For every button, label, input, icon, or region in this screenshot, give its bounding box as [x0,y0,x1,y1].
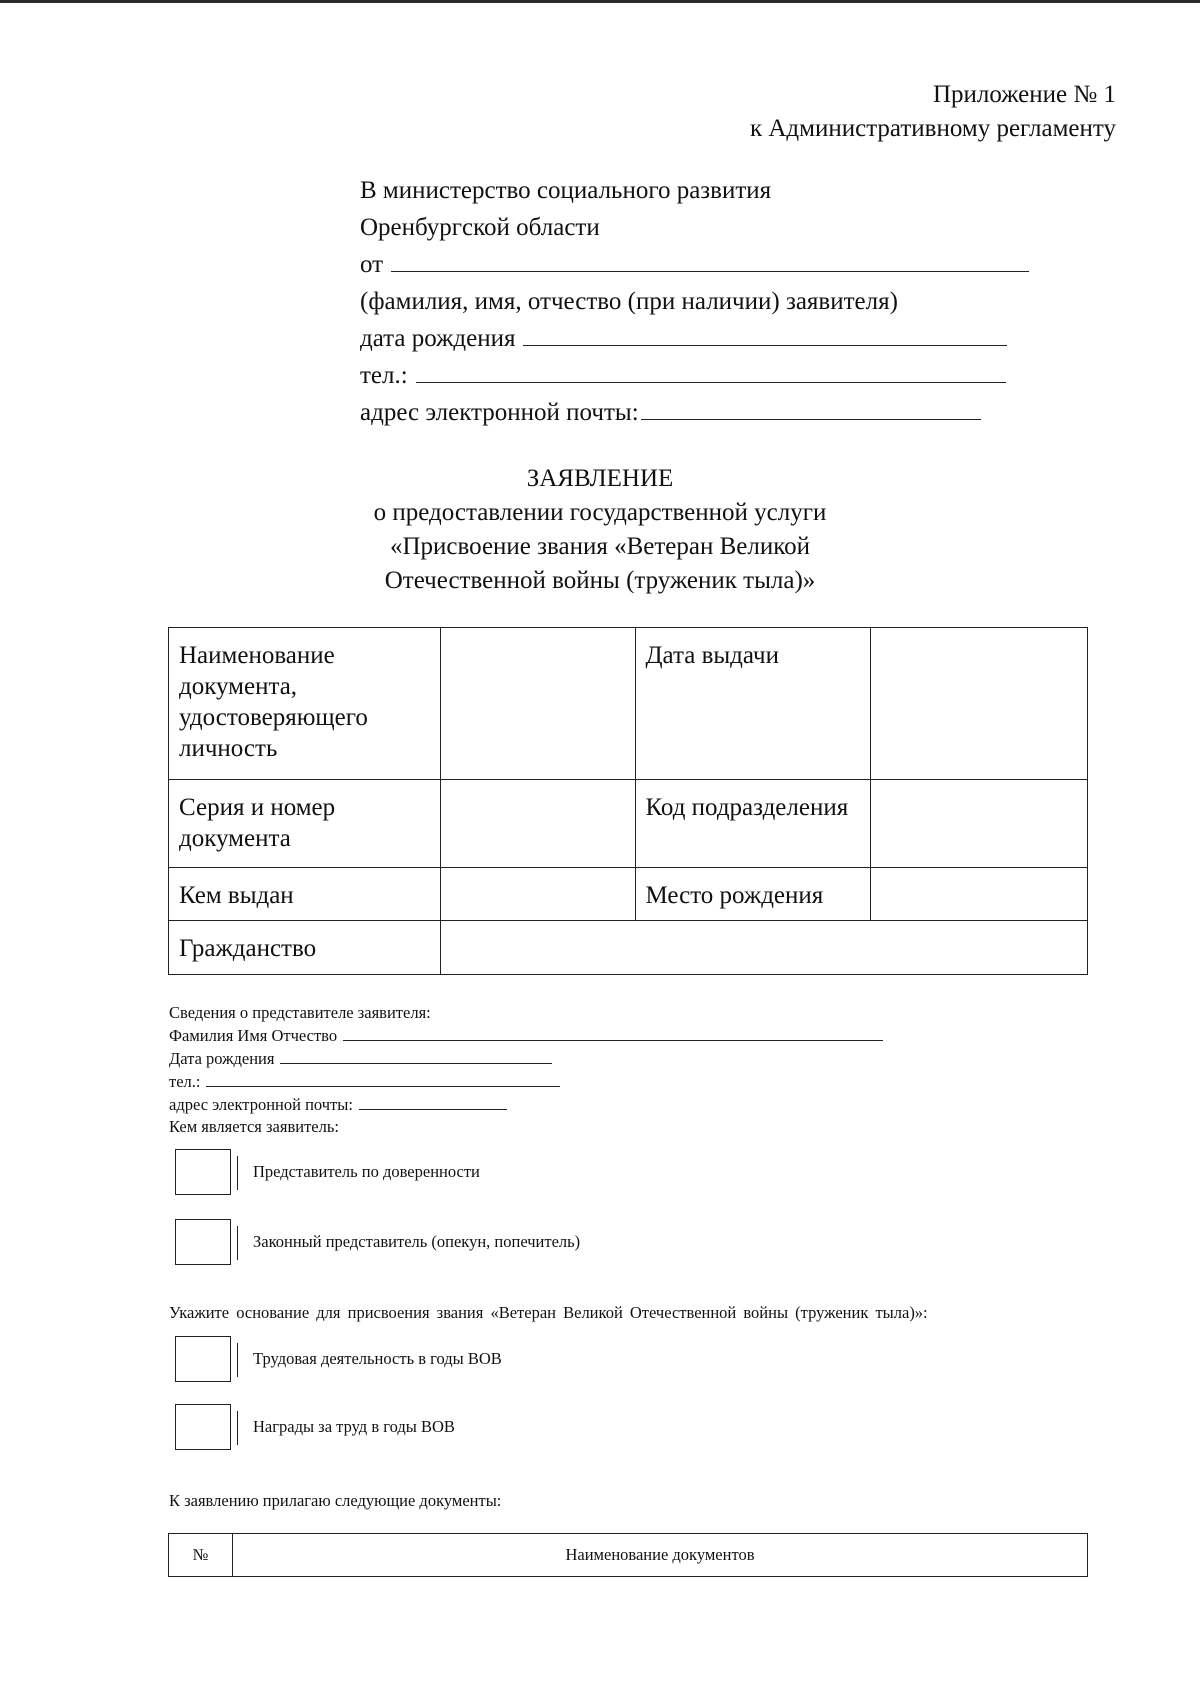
ministry-line-2: Оренбургской области [360,214,600,241]
from-field[interactable] [391,247,1029,272]
table-row [169,868,1088,921]
division-code-value[interactable] [871,780,1088,868]
rep-birth-label: Дата рождения [169,1049,275,1068]
scan-top-edge [0,0,1200,3]
fio-hint: (фамилия, имя, отчество (при наличии) заявителя) [360,288,898,315]
rep-birth-field[interactable] [280,1047,552,1064]
issued-by-label: Кем выдан [169,868,441,921]
doc-name-value[interactable] [440,628,635,780]
basis-instruction: Укажите основание для присвоения звания «Ветеран Великой Отечественной войны (труженик тыла)»: [169,1303,928,1322]
rep-fio-row [169,1024,1069,1047]
phone-field[interactable] [416,358,1006,383]
birth-row [360,320,1040,357]
rep-fio-field[interactable] [343,1024,883,1041]
series-number-label: Серия и номер документа [169,780,441,868]
basis-option-1[interactable] [175,1336,502,1382]
phone-label: тел.: [360,362,408,389]
rep-email-field[interactable] [359,1093,507,1110]
birth-place-value[interactable] [871,868,1088,921]
title-line-1: о предоставлении государственной услуги [373,499,827,526]
title-heading: ЗАЯВЛЕНИЕ [526,465,674,492]
checkbox-label: Законный представитель (опекун, попечитель) [253,1232,581,1251]
rep-birth-row [169,1047,1069,1070]
citizenship-value[interactable] [440,921,1087,975]
applicant-type-option-1[interactable] [175,1149,480,1195]
issue-date-value[interactable] [871,628,1088,780]
representative-block [169,1002,1069,1138]
rep-who-label: Кем является заявитель: [169,1117,339,1136]
rep-email-row [169,1093,1069,1116]
attachments-instruction: К заявлению прилагаю следующие документы: [169,1491,502,1510]
identity-document-table [168,627,1088,975]
phone-row [360,357,1040,394]
doc-name-label: Наименование документа, удостоверяющего личность [169,628,441,780]
checkbox-label: Награды за труд в годы ВОВ [253,1417,455,1436]
checkbox-label: Представитель по доверенности [253,1162,480,1181]
attachments-table [168,1533,1088,1577]
rep-phone-field[interactable] [206,1070,560,1087]
from-row [360,246,1040,283]
application-title [170,462,1030,598]
checkbox[interactable] [175,1219,231,1265]
rep-email-label: адрес электронной почты: [169,1095,353,1114]
email-field[interactable] [641,395,981,420]
email-label: адрес электронной почты: [360,399,639,426]
series-number-value[interactable] [440,780,635,868]
rep-phone-label: тел.: [169,1072,201,1091]
applicant-type-option-2[interactable] [175,1219,580,1265]
issued-by-value[interactable] [440,868,635,921]
addressee-block [360,172,1040,431]
appendix-header [750,78,1116,146]
issue-date-label: Дата выдачи [635,628,871,780]
ministry-line-1: В министерство социального развития [360,177,772,204]
birth-label: дата рождения [360,325,516,352]
birth-field[interactable] [523,321,1007,346]
checkbox-label: Трудовая деятельность в годы ВОВ [253,1349,502,1368]
rep-phone-row [169,1070,1069,1093]
checkbox[interactable] [175,1404,231,1450]
title-line-2: «Присвоение звания «Ветеран Великой [389,533,811,560]
table-row [169,1534,1088,1577]
checkbox[interactable] [175,1149,231,1195]
rep-fio-label: Фамилия Имя Отчество [169,1026,338,1045]
table-row [169,628,1088,780]
table-row [169,780,1088,868]
from-label: от [360,251,384,278]
appendix-number: Приложение № 1 [932,81,1116,108]
checkbox[interactable] [175,1336,231,1382]
division-code-label: Код подразделения [635,780,871,868]
rep-heading: Сведения о представителе заявителя: [169,1003,431,1022]
appendix-reference: к Административному регламенту [749,115,1116,142]
col-name-header: Наименование документов [233,1534,1088,1577]
col-number-header: № [169,1534,233,1577]
birth-place-label: Место рождения [635,868,871,921]
table-row [169,921,1088,975]
basis-option-2[interactable] [175,1404,455,1450]
title-line-3: Отечественной войны (труженик тыла)» [384,567,816,594]
citizenship-label: Гражданство [169,921,441,975]
email-row [360,394,1040,431]
